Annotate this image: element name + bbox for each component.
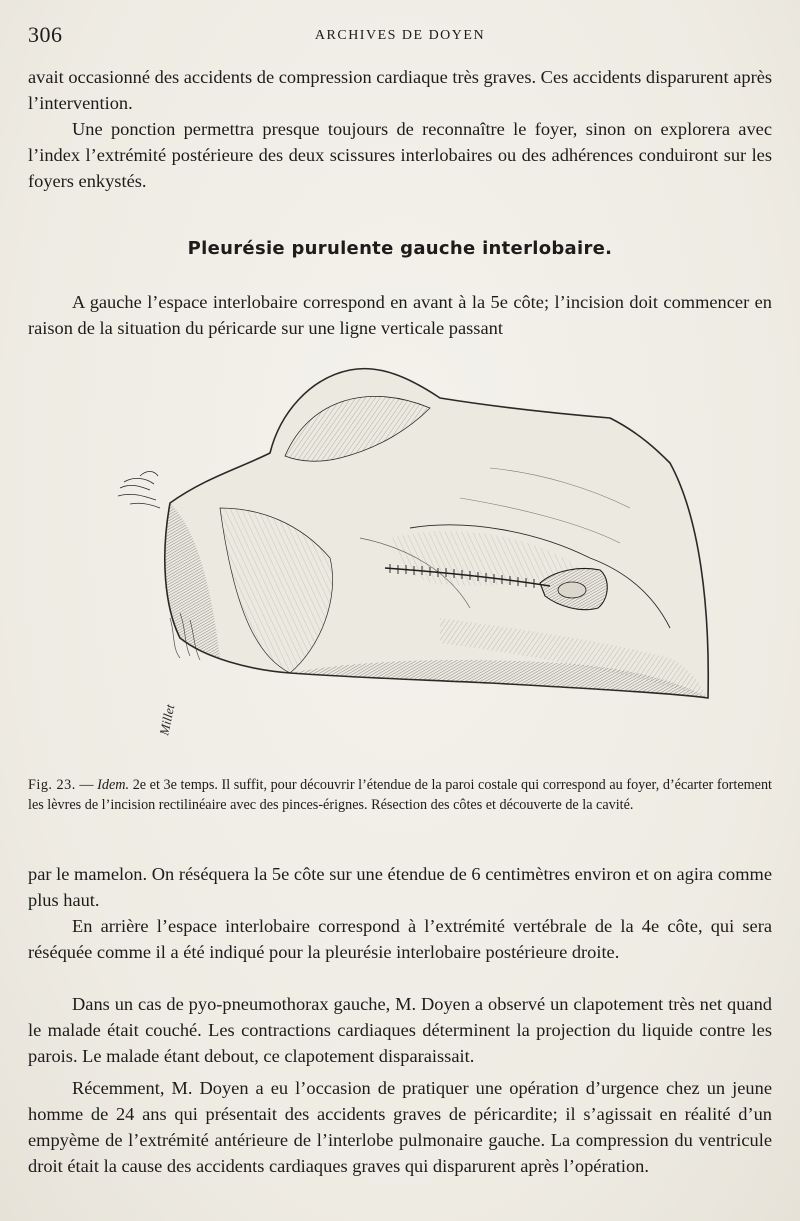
- paragraph-2: Une ponction permettra presque toujours de reconnaître le foyer, sinon on explorera avec l’index l’extrémité postérieure des deux scissures interlobaires ou des adhérences conduiront sur les foyers enkystés.: [28, 119, 772, 191]
- page-number: 306: [28, 22, 63, 47]
- page-header: [28, 22, 772, 52]
- caption-text: 2e et 3e temps. Il suffit, pour découvrir l’étendue de la paroi costale qui correspond au foyer, d’écarter fortement les lèvres de l’incision rectilinéaire avec des pinces-érignes. Résection des côtes et découverte de la cavité.: [28, 777, 772, 813]
- caption-idem: Idem.: [97, 777, 130, 793]
- paragraph-6: Dans un cas de pyo-pneumothorax gauche, M. Doyen a observé un clapotement très net quand le malade était couché. Les contractions cardiaques déterminent la projection du liquide contre les parois. Le malade étant debout, ce clapotement disparaissait.: [28, 994, 772, 1066]
- figure-label: Fig. 23.: [28, 777, 76, 793]
- artist-signature: Millet: [156, 703, 178, 737]
- paragraph-5: En arrière l’espace interlobaire correspond à l’extrémité vertébrale de la 4e côte, qui sera réséquée comme il a été indiqué pour la pleurésie interlobaire postérieure droite.: [28, 916, 772, 962]
- paragraph-1: avait occasionné des accidents de compression cardiaque très graves. Ces accidents disparurent après l’intervention.: [28, 67, 773, 113]
- paragraph-7: Récemment, M. Doyen a eu l’occasion de pratiquer une opération d’urgence chez un jeune homme de 24 ans qui présentait des accidents graves de péricardite; il s’agissait en réalité d’un empyème de l’extrémité antérieure de l’interlobe pulmonaire gauche. La compression du ventricule droit était la cause des accidents cardiaques graves qui disparurent après l’opération.: [28, 1078, 772, 1176]
- caption-dash: —: [79, 777, 94, 793]
- paragraph-4: par le mamelon. On réséquera la 5e côte sur une étendue de 6 centimètres environ et on agira comme plus haut.: [28, 864, 772, 910]
- figure-caption: [28, 775, 772, 815]
- running-title: ARCHIVES DE DOYEN: [314, 28, 486, 43]
- surgical-illustration: [110, 358, 730, 753]
- section-title: Pleurésie purulente gauche interlobaire.: [187, 238, 613, 259]
- paragraph-3: A gauche l’espace interlobaire correspond en avant à la 5e côte; l’incision doit commencer en raison de la situation du péricarde sur une ligne verticale passant: [28, 292, 772, 338]
